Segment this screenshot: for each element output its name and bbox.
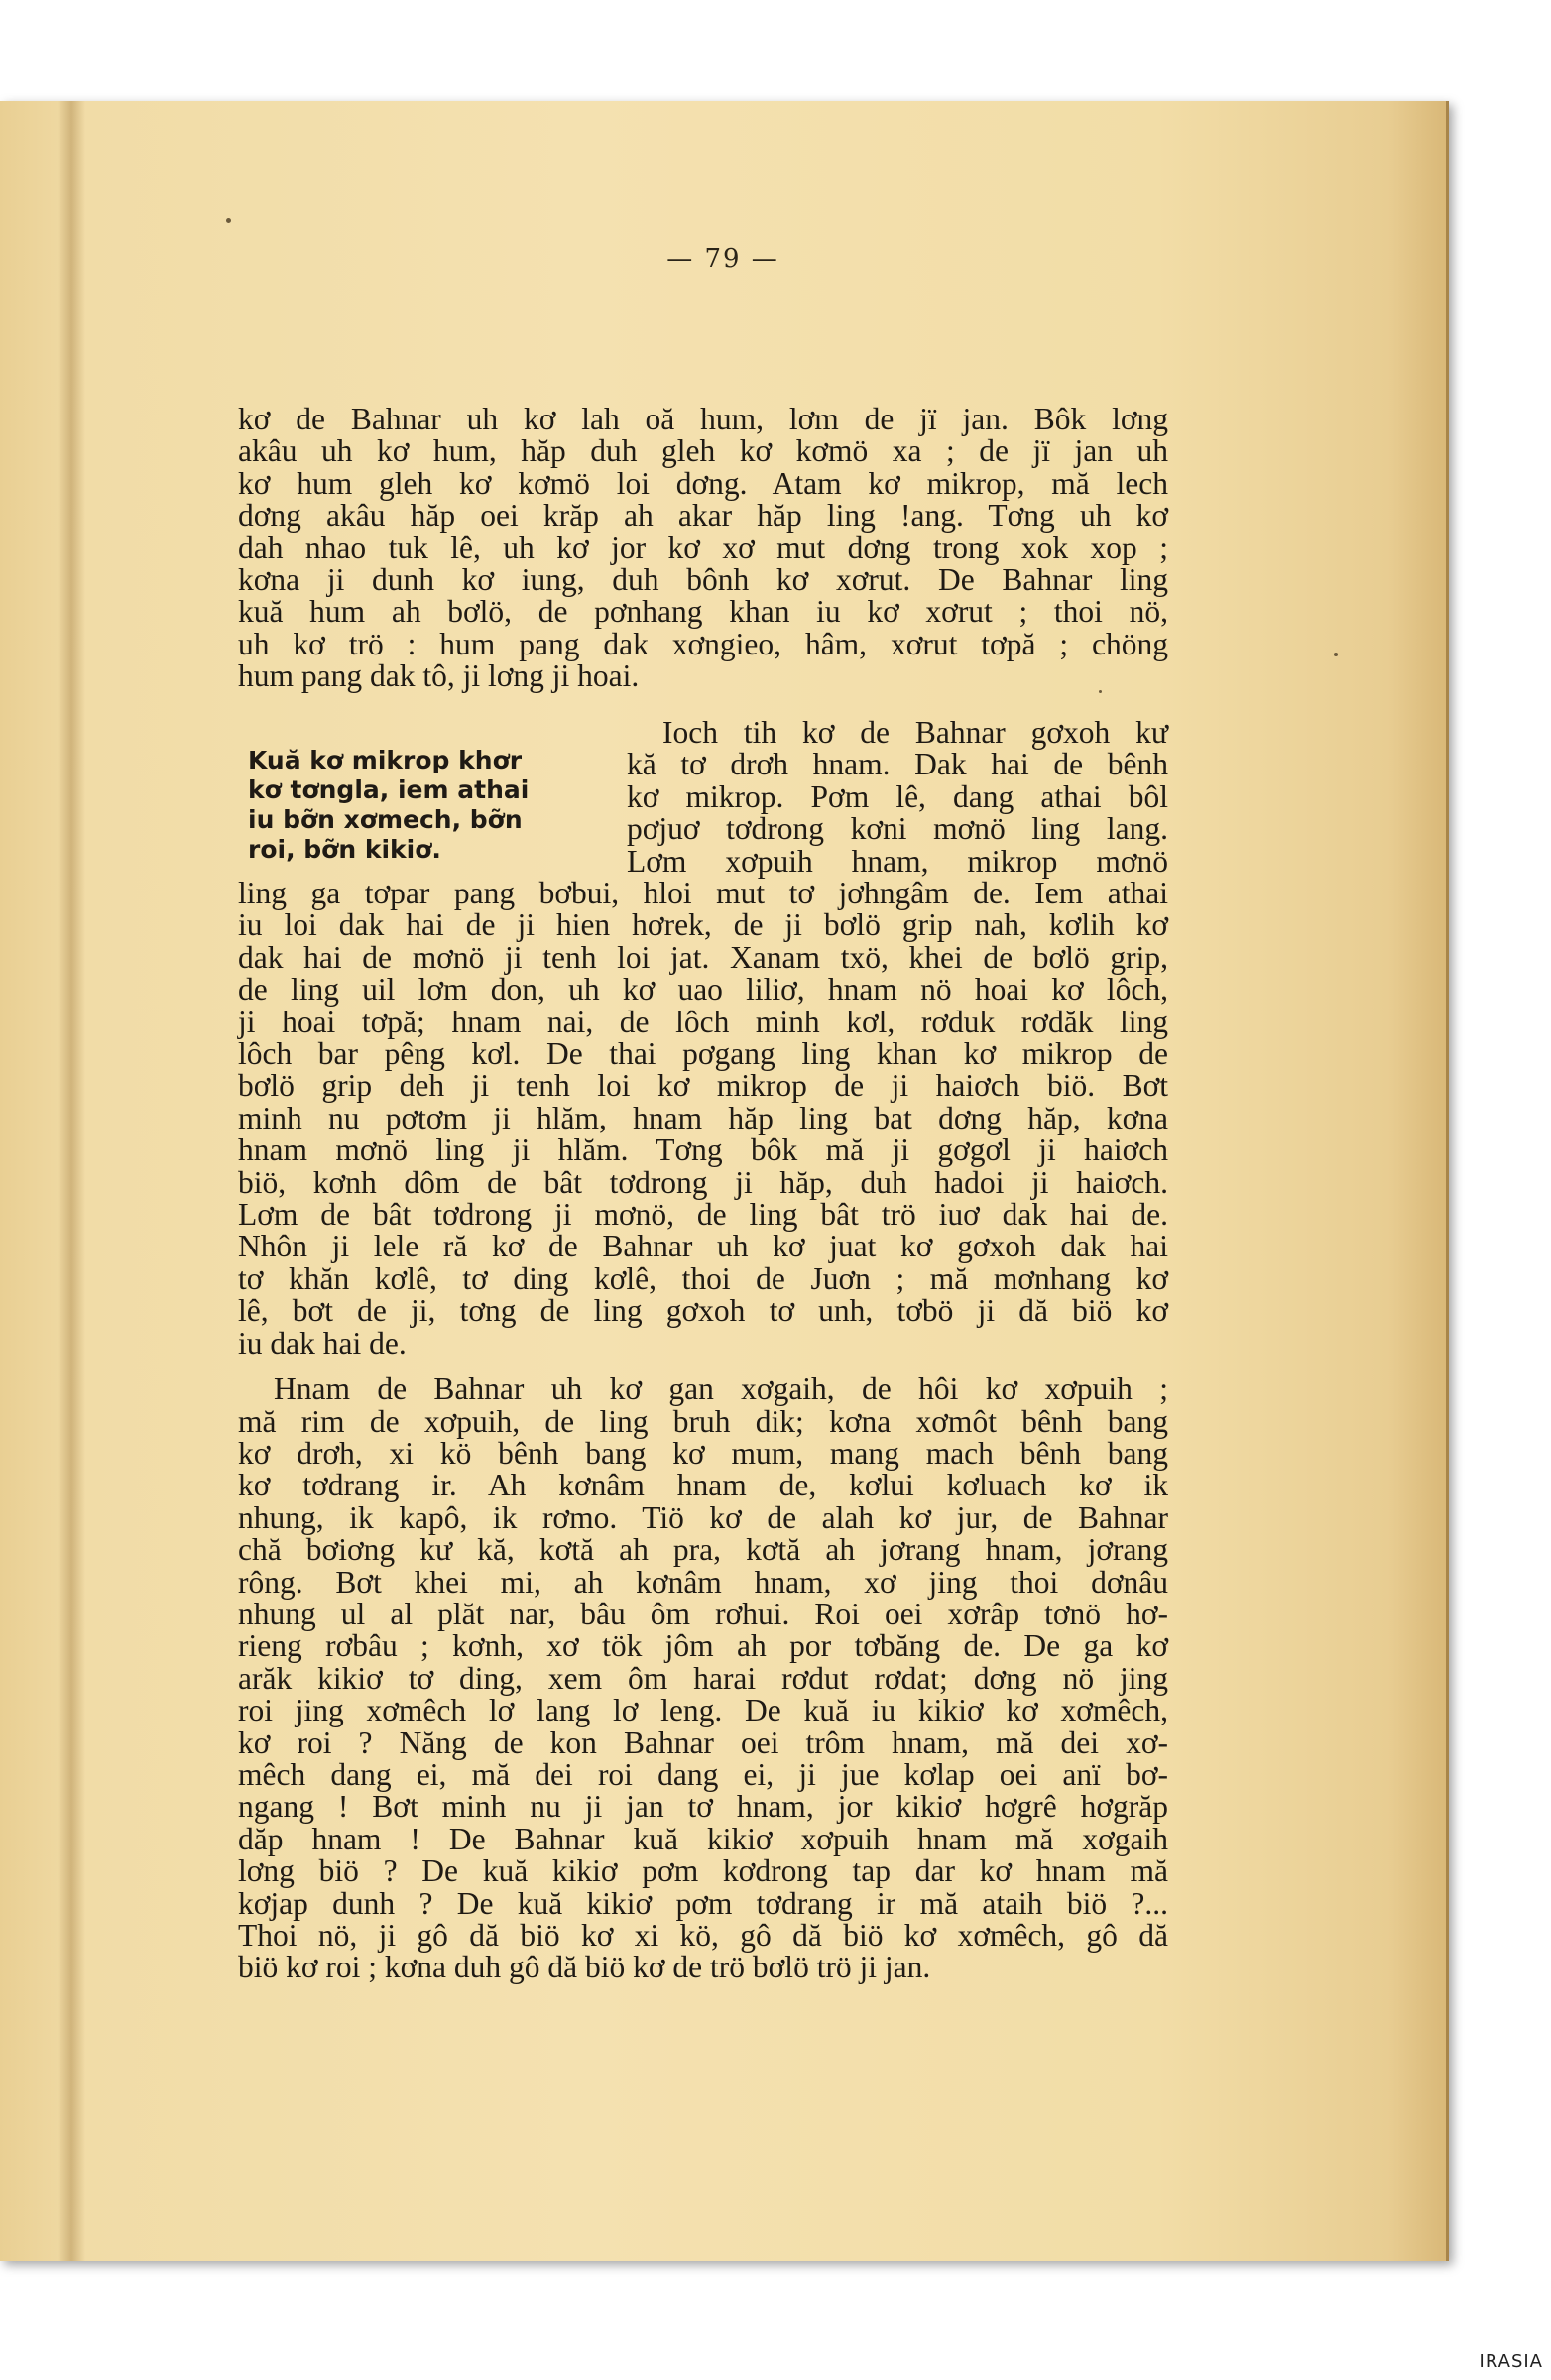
text-line: nhung, ik kapô, ik rơmo. Tiö kơ de alah kơ jur, de Bahnar	[238, 1499, 1168, 1535]
text-line: dơng akâu hăp oei krăp ah akar hăp ling !ang. Tơng uh kơ	[238, 498, 1168, 534]
text-line: Lơm de bât tơdrong ji mơnö, de ling bât trö iuơ dak hai de.	[238, 1197, 1168, 1233]
text-line: ling ga tơpar pang bơbui, hloi mut tơ jơhngâm de. Iem athai	[238, 876, 1168, 910]
text-line: mă rim de xơpuih, de ling bruh dik; kơna xơmôt bênh bang	[238, 1403, 1168, 1439]
sidehead-line: roi, bỡn kikiơ.	[248, 835, 441, 864]
text-line: kơ hum gleh kơ kơmö loi dơng. Atam kơ mikrop, mă lech	[238, 465, 1168, 501]
text-line: arăk kikiơ tơ ding, xem ôm harai rơdut rơdat; dơng nö jing	[238, 1660, 1168, 1696]
text-line: mêch dang ei, mă dei roi dang ei, ji jue kơlap oei anï bơ-	[238, 1756, 1168, 1792]
text-line: kơna ji dunh kơ iung, duh bônh kơ xơrut. De Bahnar ling	[238, 562, 1168, 598]
text-line: Ioch tih kơ de Bahnar gơxoh kư	[662, 715, 1168, 750]
text-line: pơjuơ tơdrong kơni mơnö ling lang.	[627, 811, 1168, 847]
paragraph-2-continued	[238, 878, 1168, 1984]
text-line: akâu uh kơ hum, hăp duh gleh kơ kơmö xa ; de jï jan uh	[238, 433, 1168, 469]
text-line: Nhôn ji lele ră kơ de Bahnar uh kơ juat kơ gơxoh dak hai	[238, 1229, 1168, 1264]
text-line: iu dak hai de.	[238, 1325, 407, 1361]
paragraph-1	[238, 404, 1168, 693]
text-line: dăp hnam ! De Bahnar kuă kikiơ xơpuih hnam mă xơgaih	[238, 1821, 1168, 1856]
page-number: — 79 —	[666, 244, 779, 274]
paper-speck	[1334, 653, 1338, 656]
text-line: lôch bar pêng kơl. De thai pơgang ling khan kơ mikrop de	[238, 1036, 1168, 1072]
text-line: Thoi nö, ji gô dă biö kơ xi kö, gô dă biö kơ xơmêch, gô dă	[238, 1918, 1168, 1953]
text-line: kơ de Bahnar uh kơ lah oă hum, lơm de jï jan. Bôk lơng	[238, 402, 1168, 436]
text-line: kơ roi ? Năng de kon Bahnar oei trôm hnam, mă dei xơ-	[238, 1725, 1168, 1760]
text-line: iu loi dak hai de ji hien hơrek, de ji bơlö grip nah, kơlih kơ	[238, 907, 1168, 943]
text-line: minh nu pơtơm ji hlăm, hnam hăp ling bat dơng hăp, kơna	[238, 1100, 1168, 1135]
text-line: rông. Bơt khei mi, ah kơnâm hnam, xơ jing thoi dơnâu	[238, 1564, 1168, 1600]
text-line: dah nhao tuk lê, uh kơ jor kơ xơ mut dơng trong xok xop ;	[238, 530, 1168, 565]
text-line: rieng rơbâu ; kơnh, xơ tök jôm ah por tơbăng de. De ga kơ	[238, 1628, 1168, 1664]
text-line: hnam mơnö ling ji hlăm. Tơng bôk mă ji gơgơl ji haiơch	[238, 1132, 1168, 1168]
paragraph-2-start	[627, 717, 1168, 878]
text-line: hum pang dak tô, ji lơng ji hoai.	[238, 658, 640, 694]
text-line: kơ mikrop. Pơm lê, dang athai bôl	[627, 778, 1168, 814]
text-line: lơng biö ? De kuă kikiơ pơm kơdrong tap dar kơ hnam mă	[238, 1853, 1168, 1889]
sidehead-line: Kuă kơ mikrop khơr	[248, 746, 523, 774]
text-line: tơ khăn kơlê, tơ ding kơlê, thoi de Juơn ; mă mơnhang kơ	[238, 1260, 1168, 1296]
sidehead-line: iu bỡn xơmech, bỡn	[248, 805, 523, 834]
watermark-label: IRASIA	[1479, 2351, 1543, 2372]
text-line: uh kơ trö : hum pang dak xơngieo, hâm, xơrut tơpă ; chöng	[238, 626, 1168, 661]
text-line: kuă hum ah bơlö, de pơnhang khan iu kơ xơrut ; thoi nö,	[238, 594, 1168, 630]
paper-speck	[226, 218, 231, 223]
text-line: biö, kơnh dôm de bât tơdrong ji hăp, duh hadoi ji haiơch.	[238, 1164, 1168, 1200]
text-line: nhung ul al plăt nar, bâu ôm rơhui. Roi oei xơrâp tơnö hơ-	[238, 1596, 1168, 1631]
text-line: kơjap dunh ? De kuă kikiơ pơm tơdrang ir mă ataih biö ?...	[238, 1885, 1168, 1921]
text-line: dak hai de mơnö ji tenh loi jat. Xanam txö, khei de bơlö grip,	[238, 939, 1168, 975]
text-line: ngang ! Bơt minh nu ji jan tơ hnam, jor kikiơ hơgrê hơgrăp	[238, 1789, 1168, 1825]
text-line: Hnam de Bahnar uh kơ gan xơgaih, de hôi kơ xơpuih ;	[274, 1371, 1168, 1407]
text-line: Lơm xơpuih hnam, mikrop mơnö	[627, 843, 1168, 879]
text-line: bơlö grip deh ji tenh loi kơ mikrop de ji haiơch biö. Bơt	[238, 1068, 1168, 1104]
text-line: lê, bơt de ji, tơng de ling gơxoh tơ unh, tơbö ji dă biö kơ	[238, 1293, 1168, 1329]
section-sidehead	[248, 746, 605, 865]
text-line: kơ tơdrang ir. Ah kơnâm hnam de, kơlui kơluach kơ ik	[238, 1468, 1168, 1503]
sidehead-line: kơ tơngla, iem athai	[248, 775, 530, 804]
text-line: kơ drơh, xi kö bênh bang kơ mum, mang mach bênh bang	[238, 1435, 1168, 1471]
text-line: de ling uil lơm don, uh kơ uao liliơ, hnam nö hoai kơ lôch,	[238, 972, 1168, 1008]
text-line: kă tơ drơh hnam. Dak hai de bênh	[627, 747, 1168, 782]
text-line: ji hoai tơpă; hnam nai, de lôch minh kơl, rơduk rơdăk ling	[238, 1004, 1168, 1039]
text-line: biö kơ roi ; kơna duh gô dă biö kơ de trö bơlö trö ji jan.	[238, 1950, 931, 1985]
page-gutter	[58, 101, 85, 2261]
text-line: roi jing xơmêch lơ lang lơ leng. De kuă iu kikiơ kơ xơmêch,	[238, 1693, 1168, 1728]
text-line: chă bơiơng kư kă, kơtă ah pra, kơtă ah jơrang hnam, jơrang	[238, 1532, 1168, 1568]
